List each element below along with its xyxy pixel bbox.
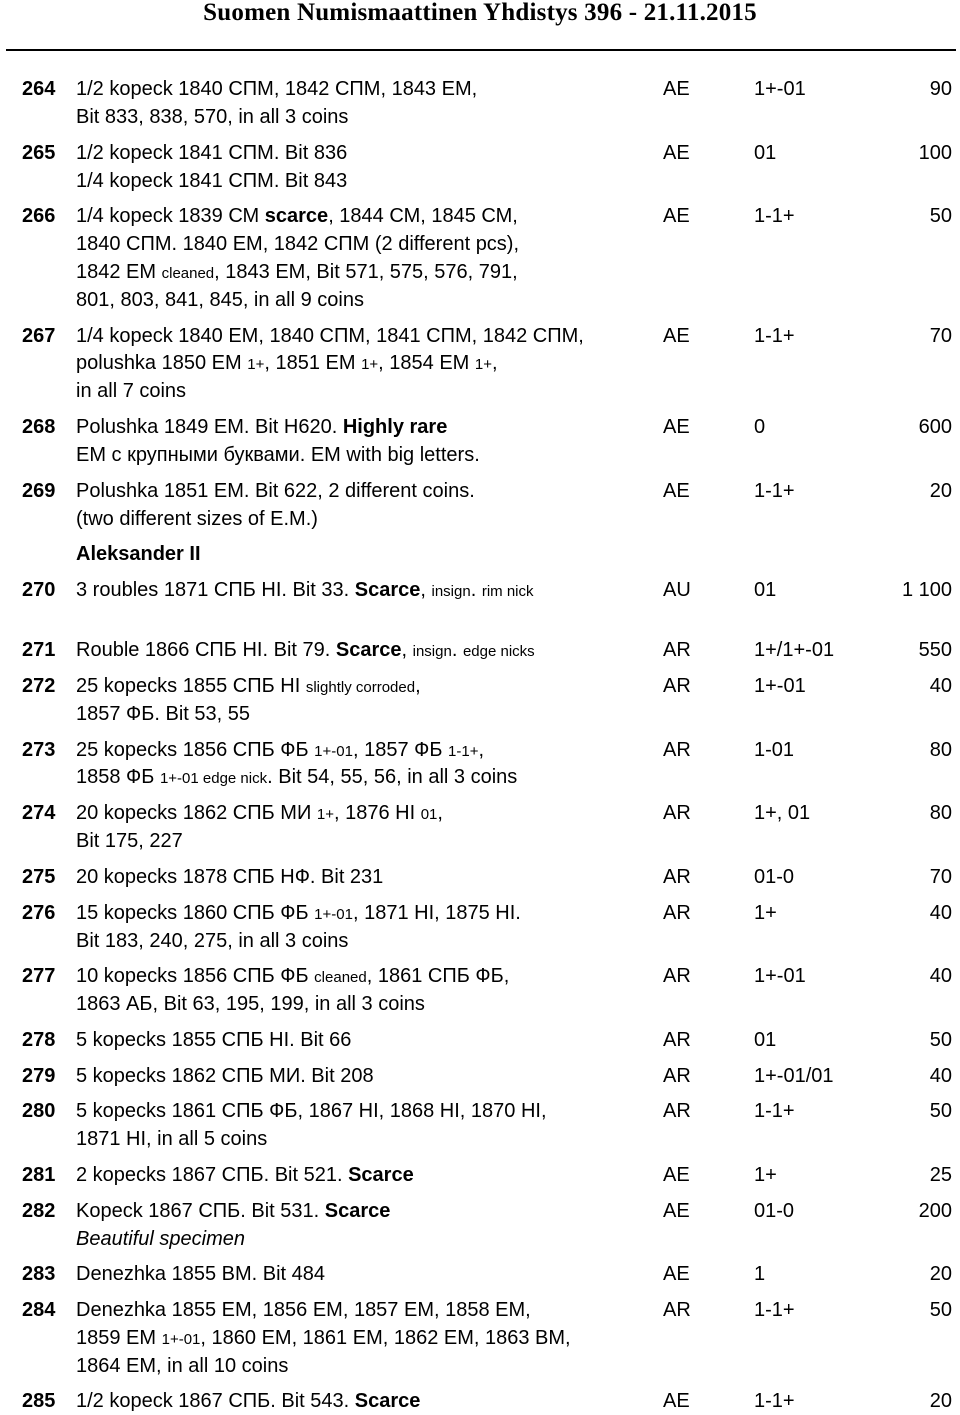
description-text: . [451, 639, 463, 661]
lot-metal: AE [663, 142, 690, 164]
description-text: polushka 1850 ЕМ [76, 352, 248, 374]
description-text: Highly rare [342, 416, 448, 438]
lot-number: 266 [22, 205, 56, 227]
lot-description [76, 413, 447, 441]
lot-description [76, 799, 443, 829]
lot-description [76, 230, 519, 258]
lot-metal: AE [663, 78, 690, 100]
description-text: 01 [420, 806, 438, 823]
lot-grade: 01 [754, 579, 777, 601]
description-text: 1+ [361, 356, 379, 373]
description-text: , [492, 352, 498, 374]
description-text: , [478, 739, 485, 761]
description-text: in all 7 coins [76, 380, 187, 402]
lot-description [76, 540, 201, 568]
lot-number: 277 [22, 965, 56, 987]
description-text: 3 roubles 1871 СПБ НІ. Bit 33. [76, 579, 355, 601]
lot-price: 40 [929, 902, 952, 924]
description-text: 1+-01 edge nick [159, 770, 268, 787]
lot-grade: 1+ [754, 1164, 777, 1186]
lot-metal: AE [663, 480, 690, 502]
lot-metal: AE [663, 205, 690, 227]
lot-grade: 1+-01 [754, 965, 806, 987]
lot-description [76, 441, 480, 469]
description-text: 15 kopecks 1860 СПБ ФБ [76, 902, 315, 924]
lot-grade: 1+-01 [754, 78, 806, 100]
lot-grade: 1+/1+-01 [754, 639, 835, 661]
lot-number: 270 [22, 579, 56, 601]
lot-grade: 1-1+ [754, 325, 795, 347]
lot-metal: AR [663, 1029, 691, 1051]
description-text: 20 kopecks 1878 СПБ НФ. Bit 231 [76, 866, 384, 888]
description-text: Polushka 1849 ЕМ. Bit H620. [76, 416, 343, 438]
lot-description [76, 1125, 267, 1153]
lot-description [76, 349, 498, 379]
lot-description [76, 377, 186, 405]
page-title: Suomen Numismaattinen Yhdistys 396 - 21.11.2015 [203, 0, 757, 26]
lot-price: 100 [918, 142, 952, 164]
lot-grade: 1-1+ [754, 205, 795, 227]
description-text: 1-1+ [448, 743, 479, 760]
description-text: Scarce [354, 579, 421, 601]
lot-metal: AE [663, 325, 690, 347]
lot-description [76, 202, 518, 230]
lot-price: 40 [929, 965, 952, 987]
lot-price: 600 [918, 416, 952, 438]
lot-grade: 01-0 [754, 866, 795, 888]
description-text: 1/4 kopeck 1841 СПМ. Bit 843 [76, 170, 348, 192]
lot-number: 285 [22, 1390, 56, 1412]
lot-number: 265 [22, 142, 56, 164]
lot-description [76, 1324, 571, 1354]
lot-price: 80 [929, 739, 952, 761]
lot-description [76, 1026, 351, 1054]
description-text: 1/4 kopeck 1839 СМ [76, 205, 265, 227]
description-text: insign [412, 643, 452, 660]
lot-number: 284 [22, 1299, 56, 1321]
description-text: , [401, 639, 413, 661]
lot-metal: AR [663, 902, 691, 924]
lot-metal: AR [663, 965, 691, 987]
lot-metal: AR [663, 866, 691, 888]
lot-grade: 1-1+ [754, 1299, 795, 1321]
description-text: Aleksander II [76, 543, 201, 565]
description-text: , 1851 ЕМ [264, 352, 362, 374]
description-text: , 1876 НІ [333, 802, 421, 824]
lot-price: 40 [929, 1065, 952, 1087]
lot-description [76, 1062, 374, 1090]
lot-number: 278 [22, 1029, 56, 1051]
description-text: 5 kopecks 1862 СПБ МИ. Bit 208 [76, 1065, 374, 1087]
lot-description [76, 103, 348, 131]
description-text: , 1871 НІ, 1875 НІ. [352, 902, 521, 924]
lot-price: 1 100 [901, 579, 952, 601]
lot-price: 20 [929, 480, 952, 502]
description-text: 20 kopecks 1862 СПБ МИ [76, 802, 317, 824]
description-text: Bit 175, 227 [76, 830, 183, 852]
description-text: 5 kopecks 1855 СПБ НІ. Bit 66 [76, 1029, 352, 1051]
description-text: Kopeck 1867 СПБ. Bit 531. [76, 1200, 325, 1222]
lot-description [76, 75, 477, 103]
description-text: Scarce [324, 1200, 391, 1222]
lot-metal: AE [663, 1164, 690, 1186]
description-text: 10 kopecks 1856 СПБ ФБ [76, 965, 315, 987]
lot-metal: AR [663, 1299, 691, 1321]
lot-number: 267 [22, 325, 56, 347]
lot-number: 264 [22, 78, 56, 100]
description-text: (two different sizes of Е.М.) [76, 508, 318, 530]
description-text: insign [431, 583, 471, 600]
lot-description [76, 139, 347, 167]
lot-description [76, 1161, 414, 1189]
lot-grade: 01 [754, 1029, 777, 1051]
lot-description [76, 763, 517, 793]
lot-grade: 1-01 [754, 739, 795, 761]
lot-price: 50 [929, 1100, 952, 1122]
lot-price: 20 [929, 1390, 952, 1412]
description-text: Scarce [354, 1390, 421, 1412]
lot-description [76, 1296, 531, 1324]
lot-description [76, 672, 421, 702]
description-text: 1/2 kopeck 1840 СПМ, 1842 СПМ, 1843 ЕМ, [76, 78, 478, 100]
lot-price: 550 [918, 639, 952, 661]
lot-number: 279 [22, 1065, 56, 1087]
lot-metal: AR [663, 639, 691, 661]
lot-description [76, 1387, 420, 1415]
lot-number: 281 [22, 1164, 56, 1186]
description-text: 1/2 kopeck 1867 СПБ. Bit 543. [76, 1390, 355, 1412]
lot-number: 275 [22, 866, 56, 888]
lot-price: 50 [929, 1299, 952, 1321]
description-text: , 1843 ЕМ, Bit 571, 575, 576, 791, [214, 261, 518, 283]
lot-metal: AE [663, 416, 690, 438]
lot-description [76, 899, 521, 929]
lot-description [76, 1197, 390, 1225]
lot-number: 280 [22, 1100, 56, 1122]
lot-price: 70 [929, 325, 952, 347]
description-text: 1+ [247, 356, 265, 373]
lot-description [76, 736, 484, 766]
description-text: 2 kopecks 1867 СПБ. Bit 521. [76, 1164, 349, 1186]
description-text: 1863 АБ, Bit 63, 195, 199, in all 3 coins [76, 993, 425, 1015]
lot-price: 90 [929, 78, 952, 100]
lot-metal: AR [663, 675, 691, 697]
description-text: . Bit 54, 55, 56, in all 3 coins [267, 766, 518, 788]
lot-description [76, 990, 425, 1018]
lot-description [76, 477, 475, 505]
description-text: , [415, 675, 421, 697]
description-text: , [420, 579, 432, 601]
lot-description [76, 1225, 245, 1253]
description-text: 1857 ФБ. Bit 53, 55 [76, 703, 250, 725]
lot-metal: AR [663, 739, 691, 761]
description-text: Bit 183, 240, 275, in all 3 coins [76, 930, 349, 952]
description-text: edge nicks [462, 643, 535, 660]
description-text: Denezhka 1855 ЕМ, 1856 ЕМ, 1857 ЕМ, 1858 ЕМ, [76, 1299, 531, 1321]
lot-price: 50 [929, 1029, 952, 1051]
lot-number: 272 [22, 675, 56, 697]
description-text: , 1857 ФБ [352, 739, 449, 761]
description-text: 801, 803, 841, 845, in all 9 coins [76, 289, 364, 311]
description-text: 1+-01 [314, 906, 353, 923]
description-text: , 1860 ЕМ, 1861 ЕМ, 1862 ЕМ, 1863 ВМ, [200, 1327, 571, 1349]
description-text: 1+-01 [161, 1331, 201, 1348]
lot-description [76, 258, 518, 288]
description-text: , [437, 802, 443, 824]
description-text: Scarce [335, 639, 402, 661]
lot-description [76, 576, 534, 606]
lot-price: 70 [929, 866, 952, 888]
lot-description [76, 505, 318, 533]
lot-grade: 1-1+ [754, 1390, 795, 1412]
description-text: 1842 ЕМ [76, 261, 162, 283]
lot-price: 40 [929, 675, 952, 697]
lot-price: 200 [918, 1200, 952, 1222]
lot-metal: AR [663, 802, 691, 824]
description-text: , 1854 ЕМ [378, 352, 475, 374]
description-text: Beautiful specimen [76, 1228, 245, 1250]
lot-metal: AE [663, 1263, 690, 1285]
lot-metal: AE [663, 1200, 690, 1222]
description-text: Denezhka 1855 ВМ. Bit 484 [76, 1263, 326, 1285]
lot-description [76, 636, 535, 666]
lot-number: 274 [22, 802, 56, 824]
lot-description [76, 863, 383, 891]
description-text: cleaned [161, 265, 215, 282]
lot-grade: 01 [754, 142, 777, 164]
description-text: slightly corroded [305, 679, 416, 696]
lot-number: 276 [22, 902, 56, 924]
lot-number: 269 [22, 480, 56, 502]
lot-grade: 1+, 01 [754, 802, 811, 824]
description-text: 1+ [474, 356, 492, 373]
description-text: 1859 ЕМ [76, 1327, 162, 1349]
description-text: Polushka 1851 ЕМ. Bit 622, 2 different coins. [76, 480, 475, 502]
lot-description [76, 167, 347, 195]
lot-metal: AE [663, 1390, 690, 1412]
lot-metal: AR [663, 1100, 691, 1122]
description-text: . [470, 579, 482, 601]
description-text: 1/2 kopeck 1841 СПМ. Bit 836 [76, 142, 348, 164]
description-text: Scarce [348, 1164, 414, 1186]
description-text: 1/4 kopeck 1840 ЕМ, 1840 СПМ, 1841 СПМ, 1842 СПМ, [76, 325, 584, 347]
lot-number: 273 [22, 739, 56, 761]
description-text: 5 kopecks 1861 СПБ ФБ, 1867 НІ, 1868 НІ, 1870 НІ, [76, 1100, 547, 1122]
description-text: Rouble 1866 СПБ НІ. Bit 79. [76, 639, 336, 661]
lot-grade: 1-1+ [754, 1100, 795, 1122]
lot-description [76, 700, 250, 728]
description-text: cleaned [314, 969, 367, 986]
lot-description [76, 827, 183, 855]
description-text: ЕМ с крупными буквами. ЕМ with big letters. [76, 444, 480, 466]
lot-price: 25 [929, 1164, 952, 1186]
lot-description [76, 927, 348, 955]
description-text: 1864 ЕМ, in all 10 coins [76, 1355, 289, 1377]
lot-price: 80 [929, 802, 952, 824]
description-text: 1871 НІ, in all 5 coins [76, 1128, 268, 1150]
description-text: 1+ [316, 806, 334, 823]
lot-description [76, 1352, 288, 1380]
lot-grade: 0 [754, 416, 766, 438]
description-text: scarce [264, 205, 329, 227]
lot-price: 50 [929, 205, 952, 227]
lot-number: 283 [22, 1263, 56, 1285]
lot-description [76, 322, 584, 350]
description-text: Bit 833, 838, 570, in all 3 coins [76, 106, 349, 128]
lot-description [76, 962, 509, 992]
lot-price: 20 [929, 1263, 952, 1285]
lot-description [76, 286, 364, 314]
lot-grade: 1+ [754, 902, 777, 924]
lot-number: 268 [22, 416, 56, 438]
description-text: 25 kopecks 1855 СПБ НІ [76, 675, 306, 697]
lot-grade: 1+-01/01 [754, 1065, 834, 1087]
lot-grade: 1 [754, 1263, 766, 1285]
description-text: 1+-01 [314, 743, 353, 760]
lot-metal: AR [663, 1065, 691, 1087]
lot-description [76, 1260, 325, 1288]
description-text: rim nick [481, 583, 534, 600]
lot-grade: 1-1+ [754, 480, 795, 502]
lot-metal: AU [663, 579, 691, 601]
description-text: 1858 ФБ [76, 766, 160, 788]
lot-grade: 1+-01 [754, 675, 806, 697]
lot-description [76, 1097, 547, 1125]
description-text: , 1861 СПБ ФБ, [366, 965, 510, 987]
lot-number: 271 [22, 639, 56, 661]
lot-number: 282 [22, 1200, 56, 1222]
lot-grade: 01-0 [754, 1200, 795, 1222]
description-text: , 1844 СМ, 1845 СМ, [328, 205, 518, 227]
description-text: 25 kopecks 1856 СПБ ФБ [76, 739, 315, 761]
description-text: 1840 СПМ. 1840 ЕМ, 1842 СПМ (2 different pcs), [76, 233, 520, 255]
